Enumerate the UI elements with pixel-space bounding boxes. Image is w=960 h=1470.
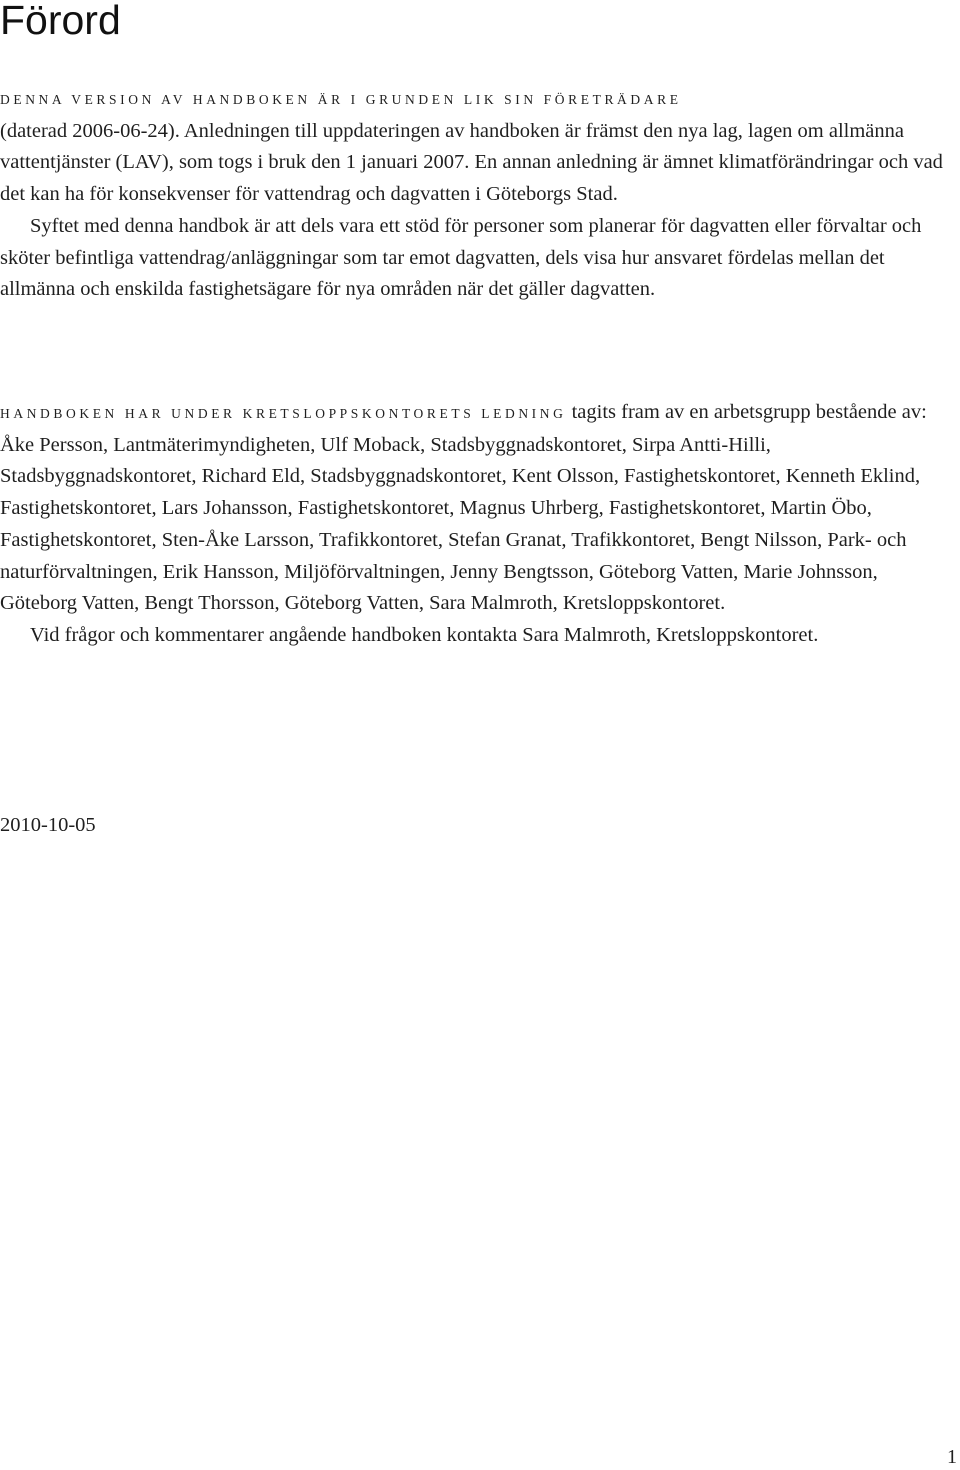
workgroup-lead-smallcaps: HANDBOKEN HAR UNDER KRETSLOPPSKONTORETS LEDNING	[0, 406, 567, 421]
document-date: 2010-10-05	[0, 814, 96, 836]
section-workgroup	[0, 397, 958, 652]
workgroup-paragraph-2: Vid frågor och kommentarer angående handboken kontakta Sara Malmroth, Kretsloppskontoret.	[30, 623, 819, 646]
intro-paragraph-2: Syftet med denna handbok är att dels vara ett stöd för personer som planerar för dagvatten eller förvaltar och sköter befintliga vattendrag/anläggningar som tar emot dagvatten, dels visa hur ansvaret fördelas mellan det allmänna och enskilda fastighetsägare för nya områden när det gäller dagvatten.	[0, 214, 922, 301]
page-title: Förord	[0, 0, 121, 43]
section-intro	[0, 83, 958, 306]
intro-paragraph-1	[0, 83, 958, 211]
intro-paragraph-1-text: (daterad 2006-06-24). Anledningen till uppdateringen av handboken är främst den nya lag, lagen om allmänna vattentjänster (LAV), som togs i bruk den 1 januari 2007. En annan anledning är ämnet klimatförändringar och vad det kan ha för konsekvenser för vattendrag och dagvatten i Göteborgs Stad.	[0, 119, 943, 206]
page-number: 1	[947, 1446, 957, 1468]
intro-lead-smallcaps: DENNA VERSION AV HANDBOKEN ÄR I GRUNDEN LIK SIN FÖRETRÄDARE	[0, 92, 682, 107]
workgroup-paragraph-1-text: tagits fram av en arbetsgrupp bestående av: Åke Persson, Lantmäterimyndigheten, Ulf Moback, Stadsbyggnadskontoret, Sirpa Antti-Hilli, Stadsbyggnadskontoret, Richard Eld, Stadsbyggnadskontoret, Kent Olsson, Fastighetskontoret, Kenneth Eklind, Fastighetskontoret, Lars Johansson, Fastighetskontoret, Magnus Uhrberg, Fastighetskontoret, Martin Öbo, Fastighetskontoret, Sten-Åke Larsson, Trafikkontoret, Stefan Granat, Trafikkontoret, Bengt Nilsson, Park- och naturförvaltningen, Erik Hansson, Miljöförvaltningen, Jenny Bengtsson, Göteborg Vatten, Marie Johnsson, Göteborg Vatten, Bengt Thorsson, Göteborg Vatten, Sara Malmroth, Kretsloppskontoret.	[0, 401, 927, 615]
workgroup-paragraph-1	[0, 397, 958, 620]
